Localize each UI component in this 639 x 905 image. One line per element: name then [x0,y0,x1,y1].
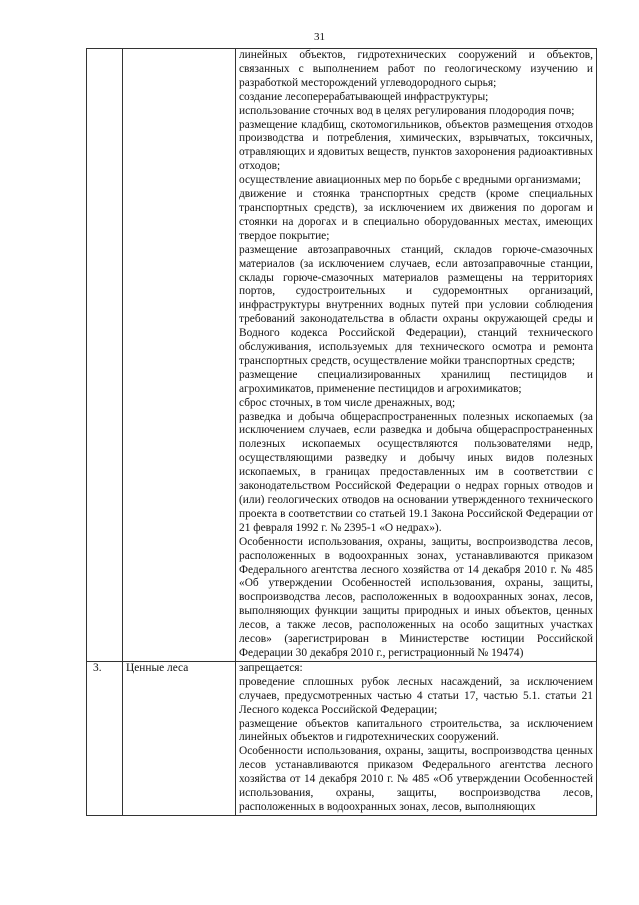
regulation-paragraph: движение и стоянка транспортных средств (кроме специальных транспортных средств), за исключением их движения по дорогам и стоянки на дорогах и в специально оборудованных местах, имеющих твердое покрытие; [239,188,593,242]
regulations-table [86,48,597,816]
page-number: 31 [314,31,325,43]
table-row [87,661,597,815]
regulation-paragraph: размещение объектов капитального строительства, за исключением линейных объектов и гидротехнических сооружений. [239,717,593,744]
regulation-paragraph: Особенности использования, охраны, защиты, воспроизводства ценных лесов устанавливаются приказом Федерального агентства лесного хозяйства от 14 декабря 2010 г. № 485 «Об утверждении Особенностей использования, охраны, защиты, воспроизводства лесов, расположенных в водоохранных зонах, лесов, выполняющих [239,745,593,813]
forest-category-cell: Ценные леса [123,661,236,815]
regulation-paragraph: размещение автозаправочных станций, складов горюче-смазочных материалов (за исключением случаев, если автозаправочные станции, склады горюче-смазочных материалов размещены на территориях портов, судостроительных и судоремонтных организаций, инфраструктуры внутренних водных путей при условии соблюдения требований законодательства в области охраны окружающей среды и Водного кодекса Российской Федерации), станций технического обслуживания, используемых для технического осмотра и ремонта транспортных средств, осуществление мойки транспортных средств; [239,243,593,367]
row-number-cell: 3. [87,661,123,815]
regulation-paragraph: использование сточных вод в целях регулирования плодородия почв; [239,104,575,117]
regulation-paragraph: проведение сплошных рубок лесных насаждений, за исключением случаев, предусмотренных частью 4 статьи 17, частью 5.1. статьи 21 Лесного кодекса Российской Федерации; [239,675,593,716]
regulation-paragraph: Особенности использования, охраны, защиты, воспроизводства лесов, расположенных в водоохранных зонах, устанавливаются приказом Федерального агентства лесного хозяйства от 14 декабря 2010 г. № 485 «Об утверждении Особенностей использования, охраны, защиты, воспроизводства лесов, расположенных в водоохранных зонах, лесов, выполняющих функции защиты природных и иных объектов, ценных лесов, а также лесов, расположенных на особо защитных участках лесов» (зарегистрирован в Министерстве юстиции Российской Федерации 30 декабря 2010 г., регистрационный № 19474) [239,535,593,659]
regulation-paragraph: сброс сточных, в том числе дренажных, вод; [239,396,456,409]
regulation-paragraph: линейных объектов, гидротехнических сооружений и объектов, связанных с выполнением работ по геологическому изучению и разработкой месторождений углеводородного сырья; [239,49,593,89]
table-row [87,49,597,662]
forest-category-cell [123,49,236,662]
regulation-paragraph: создание лесоперерабатывающей инфраструктуры; [239,90,489,103]
regulation-paragraph: запрещается: [239,661,303,674]
row-number-cell [87,49,123,662]
regulation-paragraph: осуществление авиационных мер по борьбе с вредными организмами; [239,174,581,187]
regulation-text-cell [236,661,597,815]
regulation-paragraph: размещение специализированных хранилищ пестицидов и агрохимикатов, применение пестицидов и агрохимикатов; [239,368,593,395]
regulation-text-cell [236,49,597,662]
regulation-paragraph: разведка и добыча общераспространенных полезных ископаемых (за исключением случаев, если разведка и добыча общераспространенных полезных ископаемых осуществляются пользователями недр, осуществляющими разведку и добычу иных видов полезных ископаемых, в границах предоставленных им в соответствии с законодательством Российской Федерации о недрах горных отводов и (или) геологических отводов на основании утвержденного технического проекта в соответствии со статьей 19.1 Закона Российской Федерации от 21 февраля 1992 г. № 2395-1 «О недрах»). [239,410,593,534]
regulation-paragraph: размещение кладбищ, скотомогильников, объектов размещения отходов производства и потребления, химических, взрывчатых, токсичных, отравляющих и ядовитых веществ, пунктов захоронения радиоактивных отходов; [239,118,593,173]
